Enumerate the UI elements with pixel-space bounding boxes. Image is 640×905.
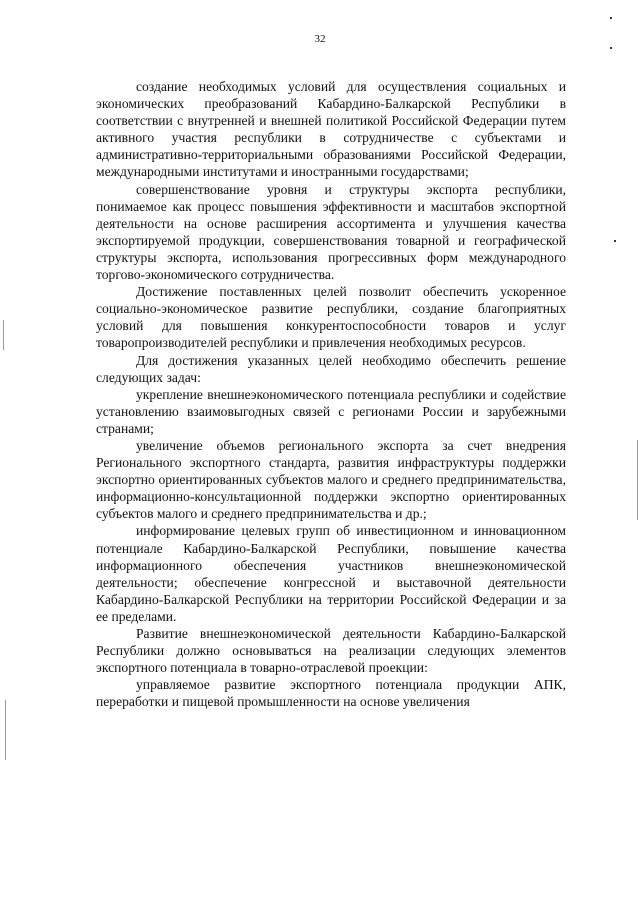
paragraph: управляемое развитие экспортного потенциала продукции АПК, переработки и пищевой промышленности на основе увеличения [96, 677, 566, 710]
paragraph: совершенствование уровня и структуры экспорта республики, понимаемое как процесс повышения эффективности и масштабов экспортной деятельности на основе расширения ассортимента и улучшения качества экспортируемой продукции, совершенствования товарной и географической структуры экспорта, использования прогрессивных форм международного торгово-экономического сотрудничества. [96, 181, 566, 283]
page-number: 32 [314, 33, 326, 45]
paragraph: создание необходимых условий для осуществления социальных и экономических преобразований Кабардино-Балкарской Республики в соответствии с внутренней и внешней политикой Российской Федерации путем активного участия республики в сотрудничестве с субъектами и административно-территориальными образованиями Российской Федерации, международными институтами и иностранными государствами; [96, 79, 566, 180]
scan-edge-line [5, 700, 6, 760]
scan-edge-line [3, 320, 4, 350]
paragraph: Развитие внешнеэкономической деятельности Кабардино-Балкарской Республики должно основываться на реализации следующих элементов экспортного потенциала в товарно-отраслевой проекции: [96, 626, 566, 676]
paragraph: информирование целевых групп об инвестиционном и инновационном потенциале Кабардино-Балкарской Республики, повышение качества информационного обеспечения участников внешнеэкономической деятельности; обеспечение конгрессной и выставочной деятельности Кабардино-Балкарской Республики на территории Российской Федерации и за ее пределами. [96, 523, 566, 624]
scan-speck [610, 17, 612, 19]
document-body [96, 78, 566, 710]
paragraph: Для достижения указанных целей необходимо обеспечить решение следующих задач: [96, 352, 566, 385]
paragraph: укрепление внешнеэкономического потенциала республики и содействие установлению взаимовыгодных связей с регионами России и зарубежными странами; [96, 386, 566, 436]
scan-speck [610, 47, 612, 49]
paragraph: Достижение поставленных целей позволит обеспечить ускоренное социально-экономическое развитие республики, создание благоприятных условий для повышения конкурентоспособности товаров и услуг товаропроизводителей республики и привлечения необходимых ресурсов. [96, 284, 566, 351]
scan-speck [614, 240, 616, 242]
paragraph: увеличение объемов регионального экспорта за счет внедрения Регионального экспортного стандарта, развития инфраструктуры поддержки экспортно ориентированных субъектов малого и среднего предпринимательства, информационно-консультационной поддержки экспортно ориентированных субъектов малого и среднего предпринимательства и др.; [96, 437, 566, 522]
scan-edge-line [637, 440, 638, 520]
